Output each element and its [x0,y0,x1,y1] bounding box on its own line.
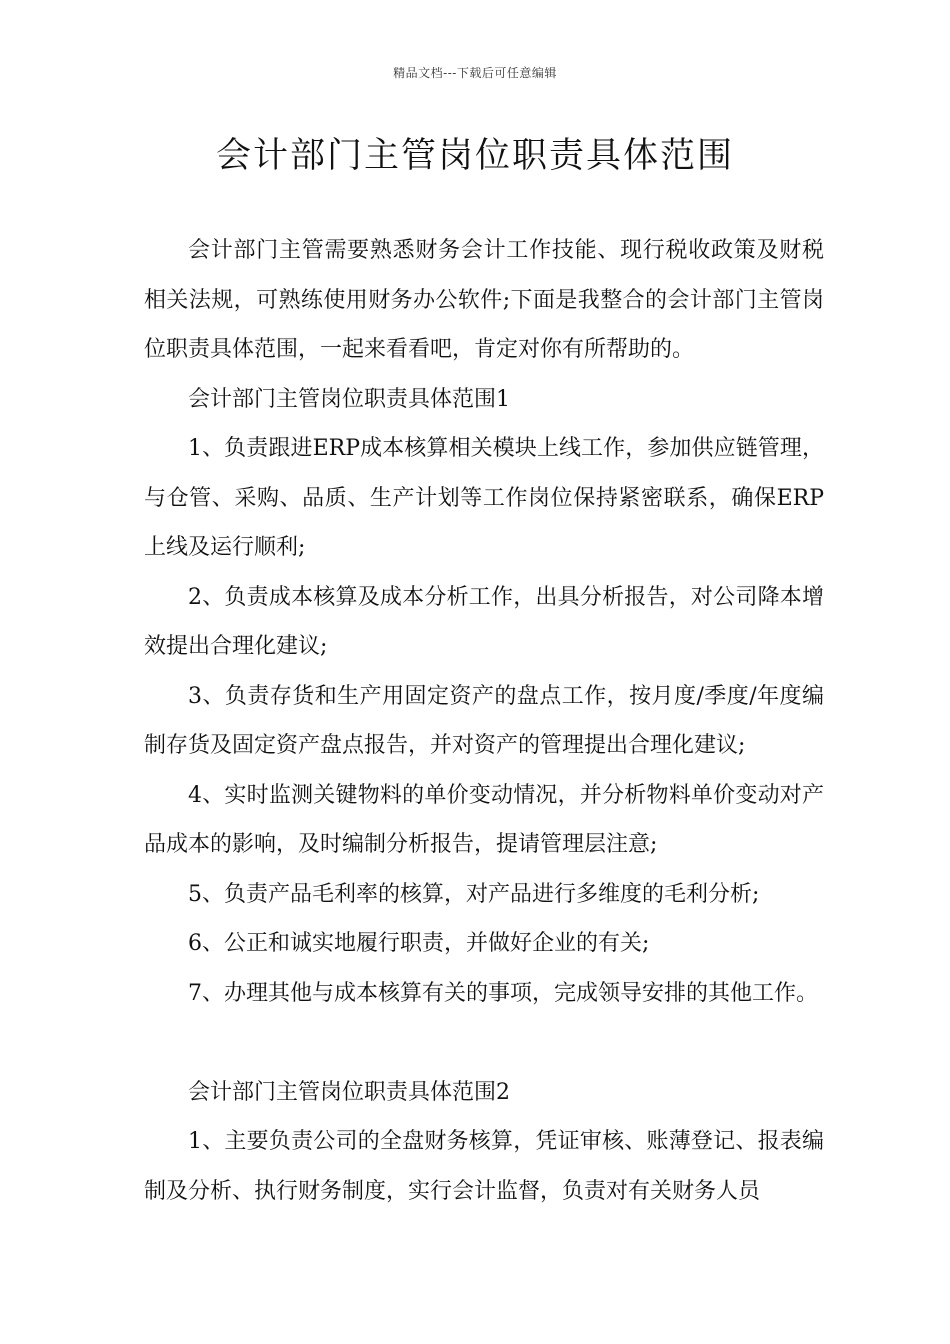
intro-paragraph: 会计部门主管需要熟悉财务会计工作技能、现行税收政策及财税相关法规，可熟练使用财务办公软件;下面是我整合的会计部门主管岗位职责具体范围，一起来看看吧，肯定对你有所帮助的。 [144,238,824,362]
blank-line [144,1018,824,1068]
document-body [144,226,824,1216]
section-1-item: 2、负责成本核算及成本分析工作，出具分析报告，对公司降本增效提出合理化建议; [144,584,824,659]
section-1-item: 6、公正和诚实地履行职责，并做好企业的有关; [188,931,650,956]
section-1-item: 4、实时监测关键物料的单价变动情况，并分析物料单价变动对产品成本的影响，及时编制分析报告，提请管理层注意; [144,782,824,857]
section-2-item: 1、主要负责公司的全盘财务核算，凭证审核、账薄登记、报表编制及分析、执行财务制度，实行会计监督，负责对有关财务人员 [144,1129,824,1204]
section-1-item: 7、办理其他与成本核算有关的事项，完成领导安排的其他工作。 [188,980,818,1006]
header-note: 精品文档---下载后可任意编辑 [393,66,557,80]
section-1-item: 5、负责产品毛利率的核算，对产品进行多维度的毛利分析; [188,881,760,907]
section-2-heading: 会计部门主管岗位职责具体范围2 [188,1079,510,1105]
document-title: 会计部门主管岗位职责具体范围 [215,136,734,176]
section-1-heading: 会计部门主管岗位职责具体范围1 [188,386,510,412]
section-1-item: 1、负责跟进ERP成本核算相关模块上线工作，参加供应链管理，与仓管、采购、品质、生产计划等工作岗位保持紧密联系，确保ERP上线及运行顺利; [144,436,824,560]
section-1-item: 3、负责存货和生产用固定资产的盘点工作，按月度/季度/年度编制存货及固定资产盘点报告，并对资产的管理提出合理化建议; [144,683,824,758]
